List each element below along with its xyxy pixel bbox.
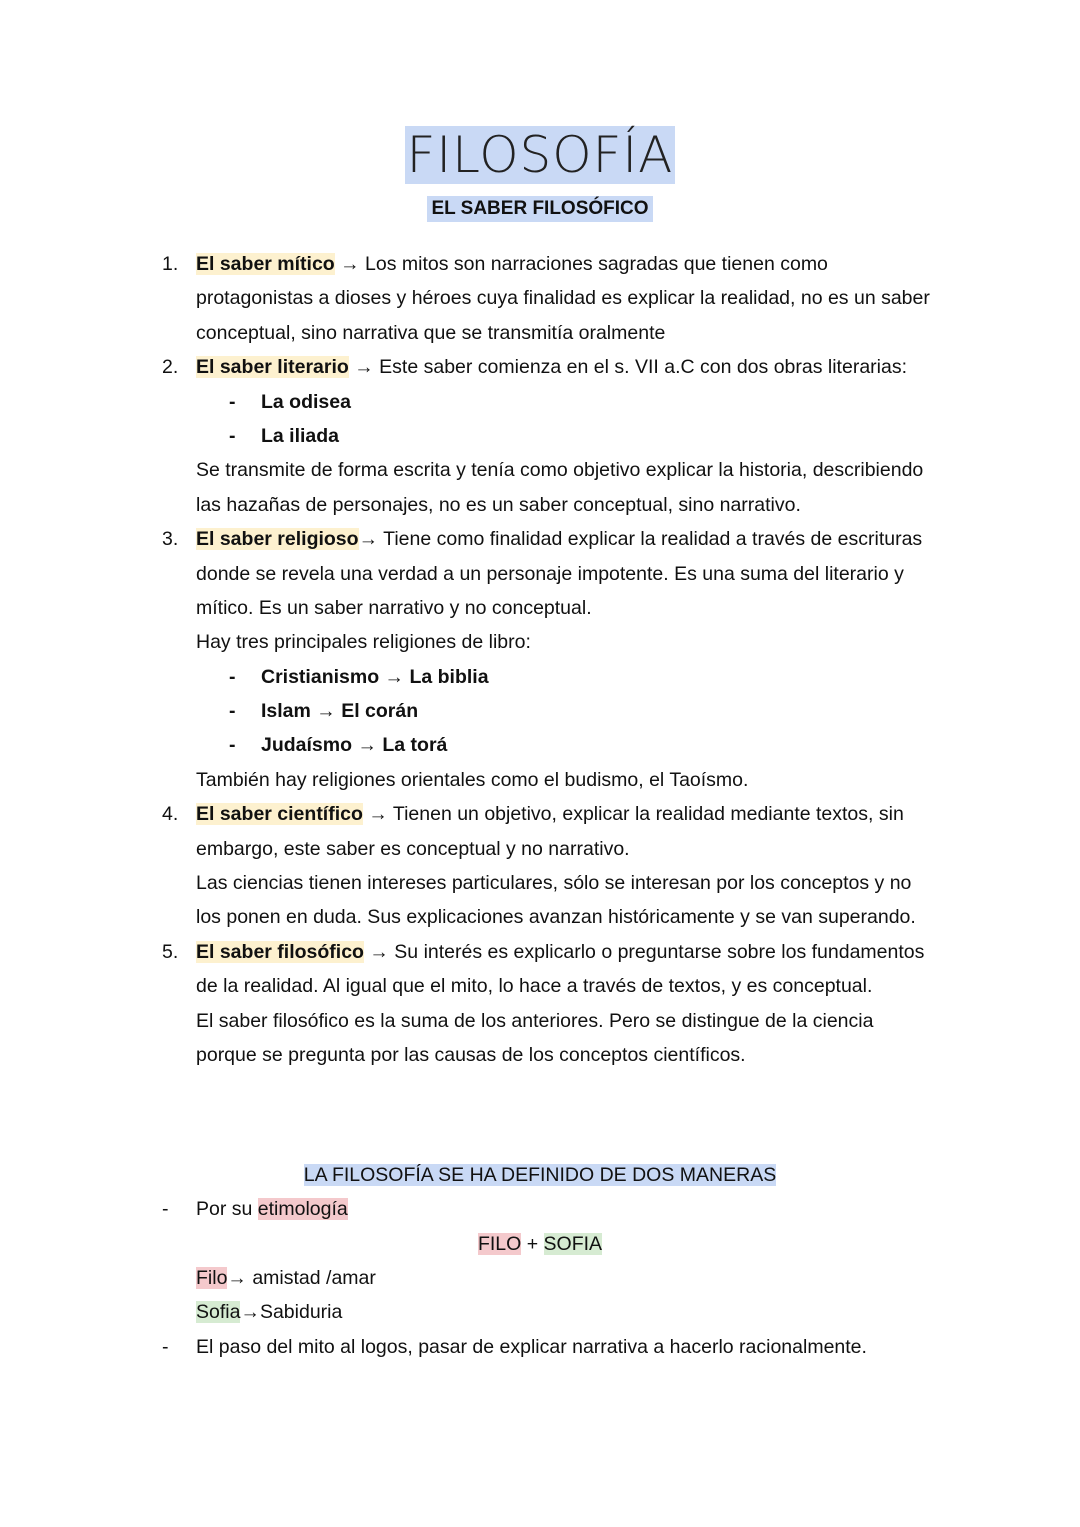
sub-bullet: - Judaísmo → La torá — [0, 728, 1080, 762]
title-container — [0, 126, 1080, 184]
item-text: → Su interés es explicarlo o preguntarse sobre los fundamentos — [363, 940, 925, 963]
bullet-text: La iliada — [261, 424, 340, 447]
list-item — [0, 350, 1080, 384]
list-item: - Por su etimología — [162, 1198, 348, 1221]
item-number: 5. — [162, 940, 179, 963]
item-label: El saber literario — [196, 356, 349, 379]
item-text: → Tiene como finalidad explicar la realidad a través de escrituras — [358, 528, 923, 551]
item-text: de la realidad. Al igual que el mito, lo hace a través de textos, y es conceptual. — [196, 975, 873, 998]
etymology-formula: FILO + SOFIA — [477, 1232, 603, 1255]
bullet-text: Judaísmo → La torá — [261, 734, 448, 757]
item-text: Las ciencias tienen intereses particulares, sólo se interesan por los conceptos y no — [196, 872, 912, 895]
definition-filo: Filo→ amistad /amar — [196, 1266, 376, 1289]
item-label: El saber mítico — [196, 253, 335, 275]
item-number: 2. — [162, 356, 179, 379]
item-text: las hazañas de personajes, no es un saber conceptual, sino narrativo. — [196, 493, 801, 516]
sub-bullet: - La odisea — [0, 385, 1080, 419]
item-text: los ponen en duda. Sus explicaciones avanzan históricamente y se van superando. — [196, 906, 916, 929]
bullet-text: La odisea — [261, 390, 351, 413]
sofia-term: SOFIA — [543, 1232, 603, 1255]
item-text: → Este saber comienza en el s. VII a.C con dos obras literarias: — [348, 356, 907, 379]
item-text: conceptual, sino narrativa que se transmitía oralmente — [196, 321, 666, 344]
list-item — [0, 522, 1080, 556]
item-text: donde se revela una verdad a un personaje impotente. Es una suma del literario y — [196, 562, 904, 585]
item-text: Se transmite de forma escrita y tenía como objetivo explicar la historia, describiendo — [196, 459, 924, 482]
item-number: 1. — [162, 253, 179, 275]
item-text: porque se pregunta por las causas de los conceptos científicos. — [196, 1043, 746, 1066]
item-number: 3. — [162, 528, 179, 551]
section-heading: LA FILOSOFÍA SE HA DEFINIDO DE DOS MANERAS — [303, 1163, 777, 1186]
sub-bullet: - La iliada — [0, 419, 1080, 453]
item-number: 4. — [162, 803, 179, 826]
logos-text: El paso del mito al logos, pasar de explicar narrativa a hacerlo racionalmente. — [196, 1335, 867, 1358]
item-label: El saber religioso — [196, 528, 359, 551]
subtitle-container — [0, 196, 1080, 222]
page-title: FILOSOFÍA — [406, 126, 674, 184]
sub-bullet: - Cristianismo → La biblia — [0, 660, 1080, 694]
definition-sofia: Sofia→Sabiduria — [196, 1301, 343, 1324]
item-text: Hay tres principales religiones de libro: — [196, 631, 531, 654]
sub-bullet: - Islam → El corán — [0, 694, 1080, 728]
document-body — [0, 247, 1080, 1364]
item-text: → Tienen un objetivo, explicar la realidad mediante textos, sin — [362, 803, 904, 826]
list-item — [0, 247, 1080, 281]
item-text: embargo, este saber es conceptual y no narrativo. — [196, 837, 630, 860]
item-text: protagonistas a dioses y héroes cuya finalidad es explicar la realidad, no es un saber — [196, 287, 930, 310]
filo-term: FILO — [477, 1232, 522, 1255]
bullet-text: Islam → El corán — [261, 700, 419, 723]
list-item: - El paso del mito al logos, pasar de explicar narrativa a hacerlo racionalmente. — [0, 1330, 1080, 1364]
item-text: → Los mitos son narraciones sagradas que tienen como — [334, 253, 828, 275]
item-text: mítico. Es un saber narrativo y no conceptual. — [196, 596, 592, 619]
item-text: El saber filosófico es la suma de los anteriores. Pero se distingue de la ciencia — [196, 1009, 874, 1032]
item-label: El saber filosófico — [196, 940, 364, 963]
bullet-text: Cristianismo → La biblia — [261, 665, 489, 688]
list-item — [0, 797, 1080, 831]
item-text: También hay religiones orientales como el budismo, el Taoísmo. — [196, 768, 749, 791]
etymology-word: etimología — [257, 1198, 348, 1221]
list-item — [0, 935, 1080, 969]
page-subtitle: EL SABER FILOSÓFICO — [427, 196, 652, 222]
item-label: El saber científico — [196, 803, 363, 826]
